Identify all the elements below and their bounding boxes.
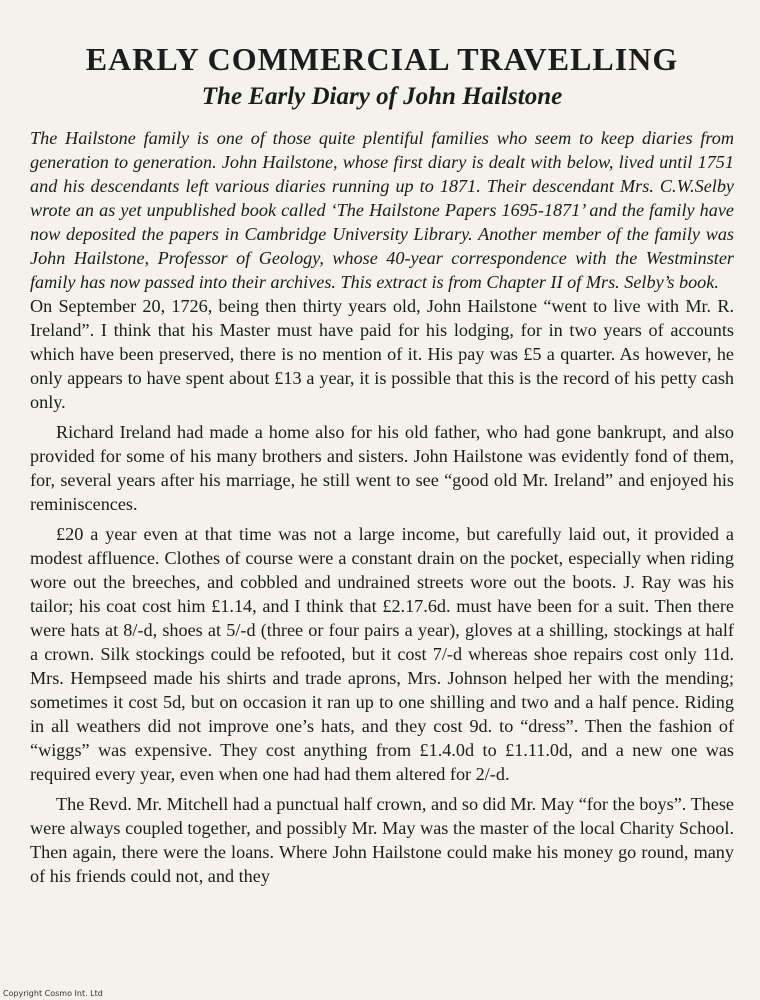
intro-paragraph: The Hailstone family is one of those quite plentiful families who seem to keep diaries from generation to generation. John Hailstone, whose first diary is dealt with below, lived until 1751 and his descendants left various diaries running up to 1871. Their descendant Mrs. C.W.Selby wrote an as yet unpublished book called ‘The Hailstone Papers 1695-1871’ and the family have now deposited the papers in Cambridge University Library. Another member of the family was John Hailstone, Professor of Geology, whose 40-year correspondence with the Westminster family has now passed into their archives. This extract is from Chapter II of Mrs. Selby’s book. bbox=[30, 128, 734, 292]
body-paragraph-2: Richard Ireland had made a home also for his old father, who had gone bankrupt, and also provided for some of his many brothers and sisters. John Hailstone was evidently fond of them, for, several years after his marriage, he still went to see “good old Mr. Ireland” and enjoyed his reminiscences. bbox=[30, 422, 734, 514]
body-paragraph-3: £20 a year even at that time was not a large income, but carefully laid out, it provided a modest affluence. Clothes of course were a constant drain on the pocket, especially when riding wore out the breeches, and cobbled and undrained streets wore out the boots. J. Ray was his tailor; his coat cost him £1.14, and I think that £2.17.6d. must have been for a suit. Then there were hats at 8/-d, shoes at 5/-d (three or four pairs a year), gloves at a shilling, stockings at half a crown. Silk stockings could be refooted, but it cost 7/-d whereas shoe repairs cost only 11d. Mrs. Hempseed made his shirts and trade aprons, Mrs. Johnson helped her with the mending; sometimes it cost 5d, but on occasion it ran up to one shilling and two and a half pence. Riding in all weathers did not improve one’s hats, and they cost 9d. to “dress”. Then the fashion of “wiggs” was expensive. They cost anything from £1.4.0d to £1.11.0d, and a new one was required every year, even when one had had them altered for 2/-d. bbox=[30, 524, 734, 784]
article-subtitle: The Early Diary of John Hailstone bbox=[201, 83, 563, 110]
body-paragraph-1: On September 20, 1726, being then thirty years old, John Hailstone “went to live with Mr. R. Ireland”. I think that his Master must have paid for his lodging, for in two years of accounts which have been preserved, there is no mention of it. His pay was £5 a quarter. As however, he only appears to have spent about £13 a year, it is possible that this is the record of his petty cash only. bbox=[30, 296, 734, 412]
copyright-notice: Copyright Cosmo Int. Ltd bbox=[3, 989, 103, 998]
body-paragraph-4: The Revd. Mr. Mitchell had a punctual half crown, and so did Mr. May “for the boys”. These were always coupled together, and possibly Mr. May was the master of the local Charity School. Then again, there were the loans. Where John Hailstone could make his money go round, many of his friends could not, and they bbox=[30, 794, 734, 886]
article-title: EARLY COMMERCIAL TRAVELLING bbox=[85, 41, 679, 77]
